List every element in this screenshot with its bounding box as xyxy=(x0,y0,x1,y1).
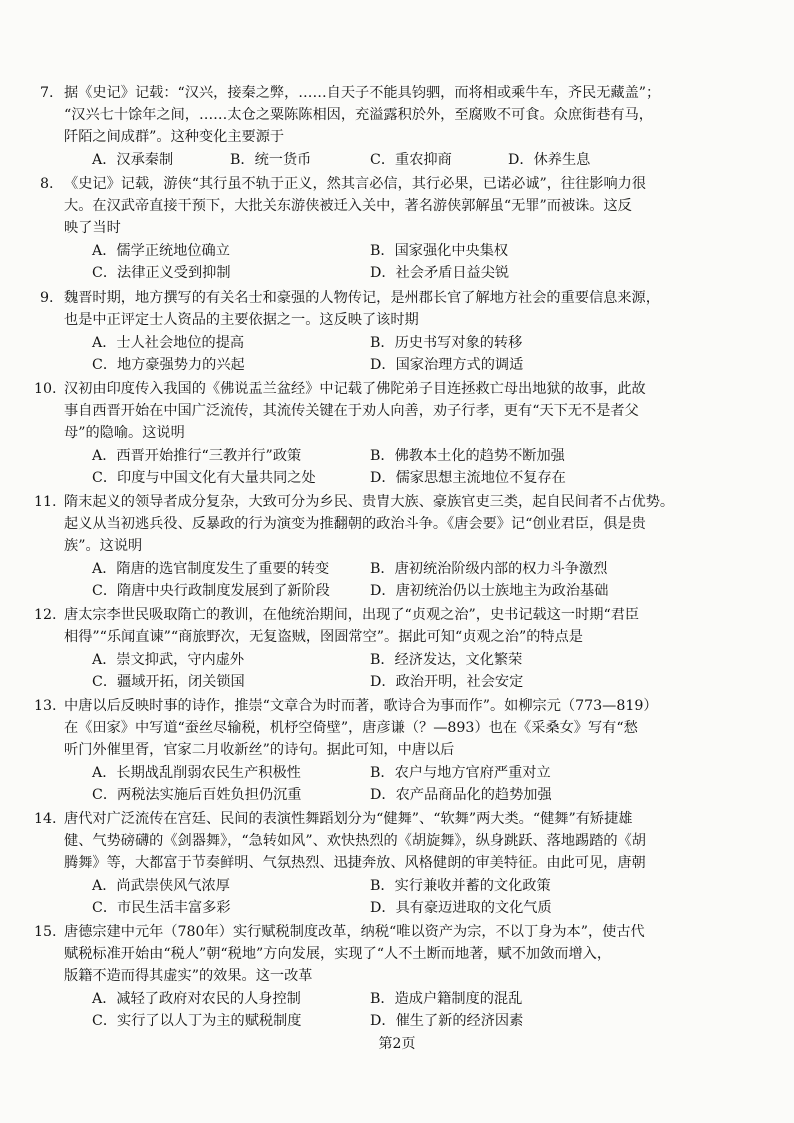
option-c: C．法律正义受到抑制 xyxy=(92,265,231,281)
option-d: D．国家治理方式的调适 xyxy=(370,357,524,373)
option-b: B．农户与地方官府严重对立 xyxy=(370,765,551,781)
question-text-line: 据《史记》记载：“汉兴，接秦之弊，……自天子不能具钧驷，而将相或乘牛车，齐民无藏盖”； xyxy=(64,85,661,101)
question-text-line: 大。在汉武帝直接干预下，大批关东游侠被迁入关中，著名游侠郭解虽“无罪”而被诛。这反 xyxy=(64,198,632,214)
question-text-line: 赋税标准开始由“税人”朝“税地”方向发展，实现了“人不土断而地著，赋不加敛而增入， xyxy=(64,946,612,962)
question-text-line: 阡陌之间成群”。这种变化主要源于 xyxy=(64,129,285,145)
option-d: D．具有豪迈进取的文化气质 xyxy=(370,900,552,916)
option-c: C．印度与中国文化有大量共同之处 xyxy=(92,470,316,486)
question-text-line: 健、气势磅礴的《剑器舞》，“急转如风”、欢快热烈的《胡旋舞》，纵身跳跃、落地踢踏的《胡 xyxy=(64,833,646,849)
question-text-line: 族”。这说明 xyxy=(64,538,143,554)
option-a: A．儒学正统地位确立 xyxy=(92,243,230,259)
question-text-line: 魏晋时期，地方撰写的有关名士和豪强的人物传记，是州郡长官了解地方社会的重要信息来源， xyxy=(64,290,660,306)
option-a: A．尚武崇侠风气浓厚 xyxy=(92,878,230,894)
option-b: B．造成户籍制度的混乱 xyxy=(370,991,523,1007)
option-b: B．国家强化中央集权 xyxy=(370,243,509,259)
option-d: D．催生了新的经济因素 xyxy=(370,1013,524,1029)
option-c: C．疆域开拓，闭关锁国 xyxy=(92,674,245,690)
option-d: D．社会矛盾日益尖锐 xyxy=(370,265,510,281)
question-text-line: 唐代对广泛流传在宫廷、民间的表演性舞蹈划分为“健舞”、“软舞”两大类。“健舞”有矫捷雄 xyxy=(64,811,633,827)
option-a: A．汉承秦制 xyxy=(92,152,174,168)
option-a: A．士人社会地位的提高 xyxy=(92,335,245,351)
question-text-line: 唐太宗李世民吸取隋亡的教训，在他统治期间，出现了“贞观之治”，史书记载这一时期“君臣 xyxy=(64,607,640,623)
question-number: 7. xyxy=(40,85,54,101)
option-c: C．重农抑商 xyxy=(370,152,452,168)
option-b: B．历史书写对象的转移 xyxy=(370,335,523,351)
question-number: 10. xyxy=(34,381,57,397)
question-number: 14. xyxy=(34,811,57,827)
option-b: B．佛教本土化的趋势不断加强 xyxy=(370,448,565,464)
option-c: C．市民生活丰富多彩 xyxy=(92,900,231,916)
option-b: B．实行兼收并蓄的文化政策 xyxy=(370,878,551,894)
question-number: 13. xyxy=(34,698,57,714)
question-text-line: 听门外催里胥，官家二月收新丝”的诗句。据此可知，中唐以后 xyxy=(64,742,455,758)
question-text-line: “汉兴七十馀年之间，……太仓之粟陈陈相因，充溢露积於外，至腐败不可食。众庶街巷有马， xyxy=(64,107,653,123)
question-text-line: 事自西晋开始在中国广泛流传，其流传关键在于劝人向善，劝子行孝，更有“天下无不是者父 xyxy=(64,403,639,419)
question-text-line: 腾舞》等，大都富于节奏鲜明、气氛热烈、迅捷奔放、风格健朗的审美特征。由此可见，唐朝 xyxy=(64,855,646,871)
option-a: A．崇文抑武，守内虚外 xyxy=(92,652,245,668)
question-number: 9. xyxy=(40,290,54,306)
question-text-line: 隋末起义的领导者成分复杂，大致可分为乡民、贵胄大族、豪族官吏三类，起自民间者不占优势。 xyxy=(64,494,675,510)
question-text-line: 唐德宗建中元年（780年）实行赋税制度改革，纳税“唯以资产为宗，不以丁身为本”，使古代 xyxy=(64,924,645,940)
option-a: A．减轻了政府对农民的人身控制 xyxy=(92,991,301,1007)
question-text-line: 母”的隐喻。这说明 xyxy=(64,425,185,441)
question-number: 15. xyxy=(34,924,57,940)
option-a: A．隋唐的选官制度发生了重要的转变 xyxy=(92,561,330,577)
option-b: B．经济发达，文化繁荣 xyxy=(370,652,523,668)
question-text-line: 相得”“乐闻直谏”“商旅野次，无复盗贼，囹圄常空”。据此可知“贞观之治”的特点是 xyxy=(64,629,583,645)
question-text-line: 起义从当初逃兵役、反暴政的行为演变为推翻朝的政治斗争。《唐会要》记“创业君臣，俱是贵 xyxy=(64,516,646,532)
option-c: C．两税法实施后百姓负担仍沉重 xyxy=(92,787,302,803)
question-text-line: 也是中正评定士人资品的主要依据之一。这反映了该时期 xyxy=(64,312,419,328)
question-number: 11. xyxy=(34,494,57,510)
question-text-line: 汉初由印度传入我国的《佛说盂兰盆经》中记载了佛陀弟子目连拯救亡母出地狱的故事，此故 xyxy=(64,381,646,397)
question-text-line: 中唐以后反映时事的诗作，推崇“文章合为时而著，歌诗合为事而作”。如柳宗元（773—819） xyxy=(64,698,658,714)
option-a: A．长期战乱削弱农民生产积极性 xyxy=(92,765,301,781)
option-d: D．儒家思想主流地位不复存在 xyxy=(370,470,566,486)
option-a: A．西晋开始推行“三教并行”政策 xyxy=(92,448,302,464)
option-c: C．实行了以人丁为主的赋税制度 xyxy=(92,1013,302,1029)
option-d: D．政治开明，社会安定 xyxy=(370,674,524,690)
page-number: 第2页 xyxy=(378,1036,416,1052)
question-text-line: 在《田家》中写道“蚕丝尽输税，机杼空倚壁”，唐彦谦（？—893）也在《采桑女》写有“愁 xyxy=(64,720,638,736)
option-c: C．隋唐中央行政制度发展到了新阶段 xyxy=(92,583,330,599)
question-text-line: 映了当时 xyxy=(64,220,121,236)
question-number: 12. xyxy=(34,607,57,623)
option-c: C．地方豪强势力的兴起 xyxy=(92,357,245,373)
question-text-line: 《史记》记载，游侠“其行虽不轨于正义，然其言必信，其行必果，已诺必诚”，往往影响力很 xyxy=(64,176,647,192)
question-number: 8. xyxy=(40,176,54,192)
option-d: D．休养生息 xyxy=(508,152,591,168)
option-d: D．唐初统治仍以士族地主为政治基础 xyxy=(370,583,609,599)
option-b: B．统一货币 xyxy=(230,152,312,168)
option-d: D．农产品商品化的趋势加强 xyxy=(370,787,552,803)
question-text-line: 版籍不造而得其虚实”的效果。这一改革 xyxy=(64,968,313,984)
option-b: B．唐初统治阶级内部的权力斗争激烈 xyxy=(370,561,608,577)
